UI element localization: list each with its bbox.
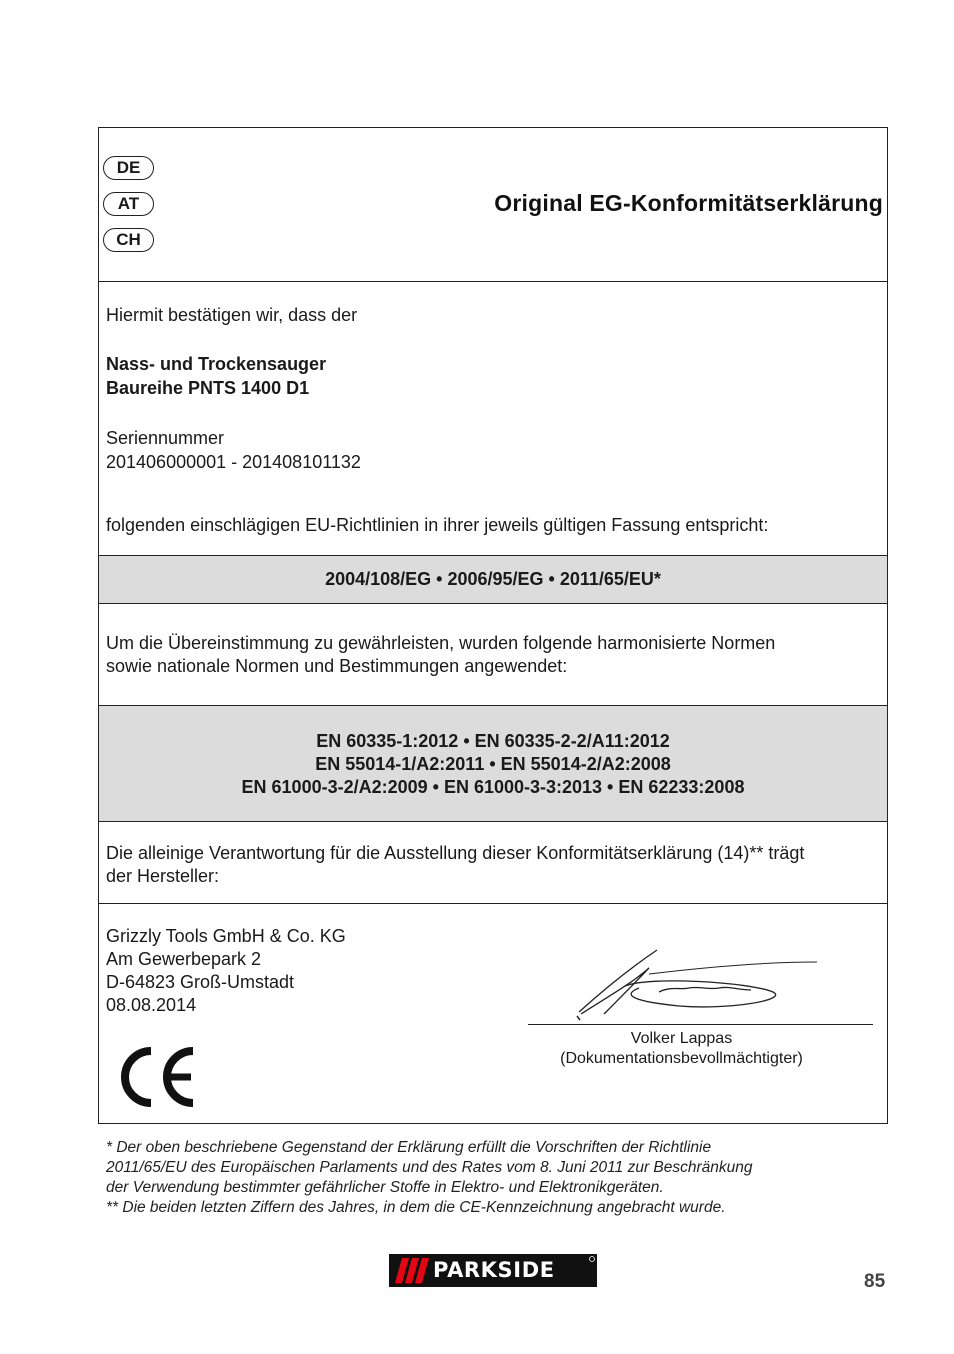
footnote-line: der Verwendung bestimmter gefährlicher Stoffe in Elektro- und Elektronikgeräten. xyxy=(106,1179,664,1196)
signature-line xyxy=(528,1024,873,1025)
parkside-logo xyxy=(389,1254,597,1287)
norms-line: EN 61000-3-2/A2:2009 • EN 61000-3-3:2013 • EN 62233:2008 xyxy=(241,777,745,797)
page-title: Original EG-Konformitätserklärung xyxy=(494,190,883,216)
footnote-line: 2011/65/EU des Europäischen Parlaments und des Rates vom 8. Juni 2011 zur Beschränkung xyxy=(106,1159,753,1176)
norms-row xyxy=(99,706,887,822)
badge-at: AT xyxy=(103,192,154,216)
page-number: 85 xyxy=(864,1271,886,1292)
responsibility-line2: der Hersteller: xyxy=(106,866,220,886)
declaration-frame xyxy=(98,127,888,1124)
directives-row xyxy=(99,556,887,604)
serial-label: Seriennummer xyxy=(106,428,225,448)
intro-line: Hiermit bestätigen wir, dass der xyxy=(106,305,358,325)
manufacturer-section xyxy=(99,904,887,1123)
badge-ch: CH xyxy=(103,228,154,252)
norms-intro-row xyxy=(99,604,887,706)
serial-range: 201406000001 - 201408101132 xyxy=(106,452,361,472)
product-name: Nass- und Trockensauger xyxy=(106,354,327,374)
directives-list: 2004/108/EG • 2006/95/EG • 2011/65/EU* xyxy=(325,569,661,589)
signature xyxy=(559,944,829,1024)
responsibility-row xyxy=(99,822,887,904)
brand-name: PARKSIDE xyxy=(433,1258,555,1282)
manufacturer-city: D-64823 Groß-Umstadt xyxy=(106,972,295,992)
ce-mark-icon xyxy=(115,1045,201,1109)
footnotes xyxy=(106,1138,886,1218)
responsibility-line1: Die alleinige Verantwortung für die Ausstellung dieser Konformitätserklärung (14)** trägt xyxy=(106,843,805,863)
norms-line: EN 55014-1/A2:2011 • EN 55014-2/A2:2008 xyxy=(315,754,671,774)
footnote-line: * Der oben beschriebene Gegenstand der Erklärung erfüllt die Vorschriften der Richtlinie xyxy=(106,1139,712,1156)
norms-line: EN 60335-1:2012 • EN 60335-2-2/A11:2012 xyxy=(316,731,670,751)
product-series: Baureihe PNTS 1400 D1 xyxy=(106,378,310,398)
signatory-name: Volker Lappas xyxy=(630,1030,733,1047)
manufacturer-street: Am Gewerbepark 2 xyxy=(106,949,262,969)
header-row xyxy=(99,128,887,282)
norms-intro-line2: sowie nationale Normen und Bestimmungen angewendet: xyxy=(106,656,568,676)
directives-intro: folgenden einschlägigen EU-Richtlinien in ihrer jeweils gültigen Fassung entspricht: xyxy=(106,515,769,535)
declaration-date: 08.08.2014 xyxy=(106,995,197,1015)
manufacturer-name: Grizzly Tools GmbH & Co. KG xyxy=(106,926,346,946)
badge-de: DE xyxy=(103,156,154,180)
footnote-line: ** Die beiden letzten Ziffern des Jahres, in dem die CE-Kennzeichnung angebracht wurde. xyxy=(106,1199,726,1216)
signatory-role: (Dokumentationsbevollmächtigter) xyxy=(560,1050,803,1067)
norms-intro-line1: Um die Übereinstimmung zu gewährleisten, wurden folgende harmonisierte Normen xyxy=(106,633,776,653)
intro-row xyxy=(99,282,887,556)
